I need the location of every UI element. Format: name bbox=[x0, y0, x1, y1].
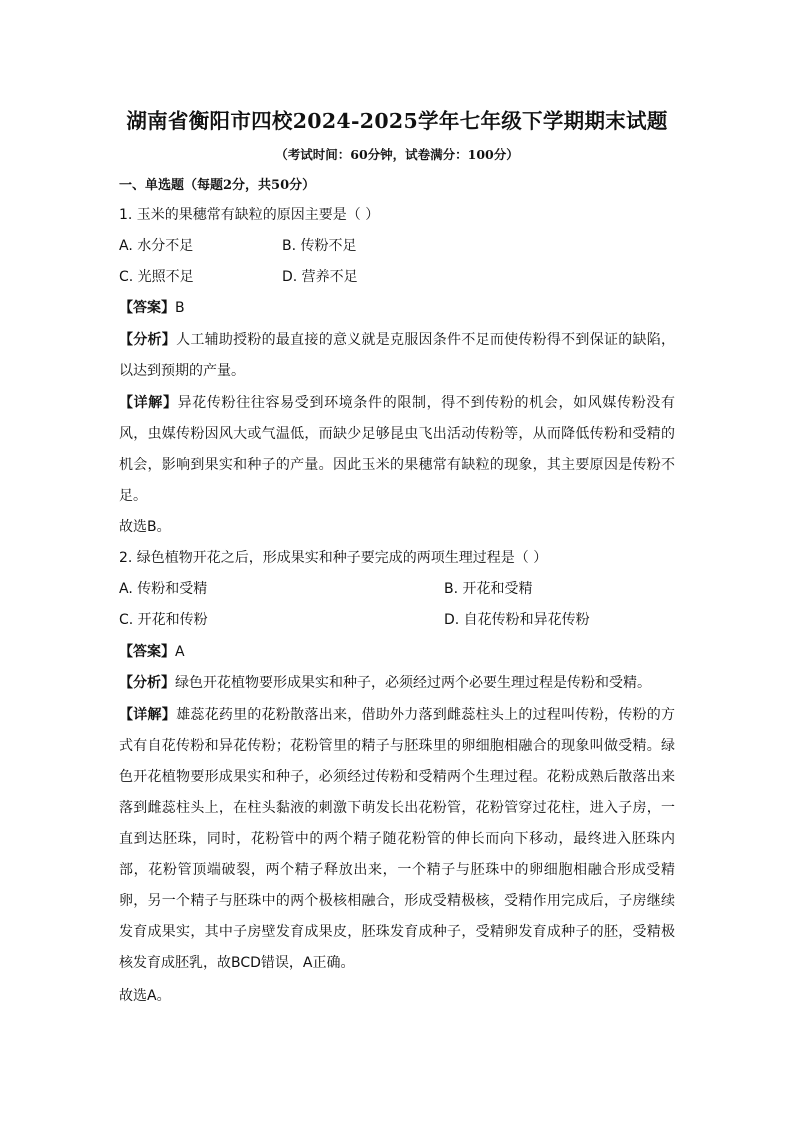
question-1-option-a: A. 水分不足 bbox=[119, 238, 194, 254]
question-1-detail-line bbox=[119, 393, 675, 413]
question-2-option-b: B. 开花和受精 bbox=[444, 581, 533, 597]
detail-tag: 【详解】 bbox=[119, 707, 177, 723]
question-2-detail-line bbox=[119, 705, 675, 725]
question-1-analysis-line: 以达到预期的产量。 bbox=[119, 363, 245, 379]
answer-value: A bbox=[175, 644, 185, 660]
question-2-analysis-line bbox=[119, 673, 675, 693]
question-1-answer bbox=[119, 298, 675, 318]
question-1-option-b: B. 传粉不足 bbox=[282, 238, 357, 254]
detail-text: 雄蕊花药里的花粉散落出来，借助外力落到雌蕊柱头上的过程叫传粉，传粉的方 bbox=[176, 707, 676, 723]
answer-value: B bbox=[175, 300, 185, 316]
question-1-option-d: D. 营养不足 bbox=[282, 269, 358, 285]
question-1-conclusion: 故选B。 bbox=[119, 519, 171, 535]
question-2-option-d: D. 自花传粉和异花传粉 bbox=[444, 612, 590, 628]
question-2-detail-line: 色开花植物要形成果实和种子，必须经过传粉和受精两个生理过程。花粉成熟后散落出来 bbox=[119, 769, 675, 785]
analysis-text: 绿色开花植物要形成果实和种子，必须经过两个必要生理过程是传粉和受精。 bbox=[175, 675, 651, 691]
question-1-stem: 1. 玉米的果穗常有缺粒的原因主要是（ ） bbox=[119, 207, 380, 223]
question-2-detail-line: 直到达胚珠，同时，花粉管中的两个精子随花粉管的伸长而向下移动，最终进入胚珠内 bbox=[119, 831, 675, 847]
detail-tag: 【详解】 bbox=[119, 395, 178, 411]
detail-text: 异花传粉往往容易受到环境条件的限制，得不到传粉的机会，如风媒传粉没有 bbox=[177, 395, 676, 411]
exam-subtitle: （考试时间：60分钟，试卷满分：100分） bbox=[275, 147, 519, 162]
question-2-answer bbox=[119, 642, 675, 662]
exam-title: 湖南省衡阳市四校2024-2025学年七年级下学期期末试题 bbox=[126, 109, 668, 133]
question-2-stem: 2. 绿色植物开花之后，形成果实和种子要完成的两项生理过程是（ ） bbox=[119, 550, 548, 566]
answer-tag: 【答案】 bbox=[119, 300, 175, 316]
question-2-detail-line: 落到雌蕊柱头上，在柱头黏液的刺激下萌发长出花粉管，花粉管穿过花柱，进入子房，一 bbox=[119, 800, 675, 816]
question-2-conclusion: 故选A。 bbox=[119, 988, 171, 1004]
question-2-detail-line: 核发育成胚乳，故BCD错误，A正确。 bbox=[119, 955, 355, 971]
question-1-detail-line: 足。 bbox=[119, 488, 147, 504]
question-2-detail-line: 部，花粉管顶端破裂，两个精子释放出来，一个精子与胚珠中的卵细胞相融合形成受精 bbox=[119, 862, 675, 878]
analysis-tag: 【分析】 bbox=[119, 332, 177, 348]
question-2-option-c: C. 开花和传粉 bbox=[119, 612, 208, 628]
question-1-detail-line: 机会，影响到果实和种子的产量。因此玉米的果穗常有缺粒的现象，其主要原因是传粉不 bbox=[119, 457, 675, 473]
question-1-detail-line: 风，虫媒传粉因风大或气温低，而缺少足够昆虫飞出活动传粉等，从而降低传粉和受精的 bbox=[119, 426, 675, 442]
question-2-detail-line: 发育成果实，其中子房壁发育成果皮，胚珠发育成种子，受精卵发育成种子的胚，受精极 bbox=[119, 924, 675, 940]
question-2-option-a: A. 传粉和受精 bbox=[119, 581, 208, 597]
question-2-detail-line: 式有自花传粉和异花传粉；花粉管里的精子与胚珠里的卵细胞相融合的现象叫做受精。绿 bbox=[119, 738, 675, 754]
question-2-detail-line: 卵，另一个精子与胚珠中的两个极核相融合，形成受精极核，受精作用完成后，子房继续 bbox=[119, 893, 675, 909]
analysis-tag: 【分析】 bbox=[119, 675, 175, 691]
section-heading: 一、单选题（每题2分，共50分） bbox=[119, 178, 316, 193]
question-1-option-c: C. 光照不足 bbox=[119, 269, 194, 285]
answer-tag: 【答案】 bbox=[119, 644, 175, 660]
analysis-text: 人工辅助授粉的最直接的意义就是克服因条件不足而使传粉得不到保证的缺陷， bbox=[176, 332, 676, 348]
question-1-analysis-line bbox=[119, 330, 675, 350]
